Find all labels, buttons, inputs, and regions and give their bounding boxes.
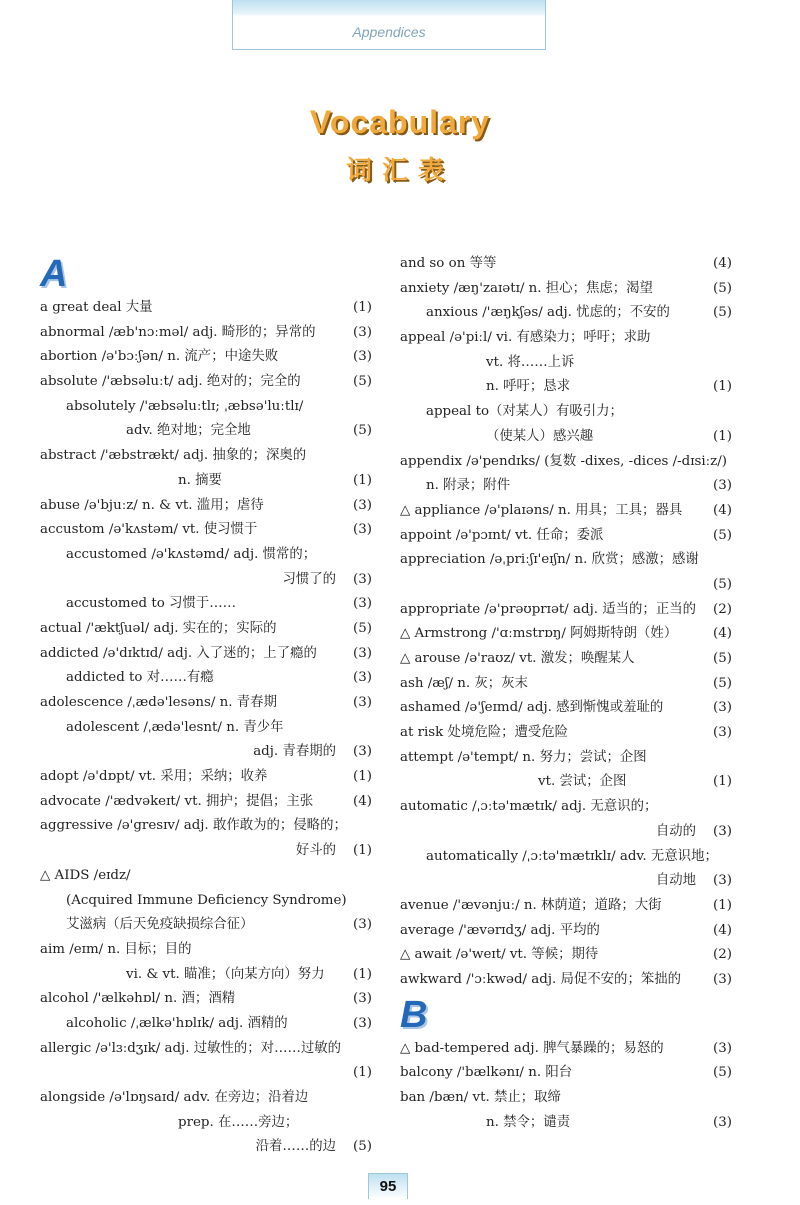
vocab-text: adolescence /ˌædə'lesəns/ n. 青春期 bbox=[40, 695, 277, 710]
right-column bbox=[400, 252, 732, 1135]
page-number: 95 bbox=[368, 1173, 408, 1199]
vocab-line bbox=[40, 469, 372, 494]
vocab-text: abortion /ə'bɔːʃən/ n. 流产；中途失败 bbox=[40, 349, 279, 365]
vocab-line bbox=[40, 568, 372, 593]
vocab-line bbox=[400, 894, 732, 919]
vocab-line bbox=[400, 795, 732, 820]
vocab-line bbox=[400, 375, 732, 400]
right-entry-list-top bbox=[400, 252, 732, 993]
vocab-line bbox=[400, 820, 732, 845]
unit-number: (5) bbox=[353, 1139, 372, 1155]
vocab-text: △ await /ə'weɪt/ vt. 等候；期待 bbox=[400, 947, 599, 963]
vocab-text: n. 禁令；谴责 bbox=[486, 1114, 571, 1130]
vocab-line bbox=[40, 1111, 372, 1136]
unit-number: (1) bbox=[713, 428, 732, 444]
unit-number: (3) bbox=[353, 522, 372, 538]
vocab-line bbox=[400, 746, 732, 771]
vocab-text: awkward /'ɔːkwəd/ adj. 局促不安的；笨拙的 bbox=[400, 971, 682, 987]
vocab-line bbox=[40, 617, 372, 642]
vocab-line bbox=[40, 1012, 372, 1037]
vocab-line bbox=[400, 450, 732, 475]
vocab-line bbox=[400, 326, 732, 351]
unit-number: (1) bbox=[713, 897, 732, 913]
unit-number: (3) bbox=[713, 971, 732, 987]
vocab-line bbox=[400, 301, 732, 326]
right-entry-list-bottom bbox=[400, 1037, 732, 1136]
unit-number: (5) bbox=[713, 305, 732, 321]
vocab-line bbox=[400, 351, 732, 376]
unit-number: (1) bbox=[353, 843, 372, 859]
vocab-text: addicted to 对……有瘾 bbox=[66, 670, 214, 686]
vocab-line bbox=[400, 1037, 732, 1062]
vocab-text: accustomed /ə'kʌstəmd/ adj. 惯常的； bbox=[66, 546, 317, 562]
unit-number: (3) bbox=[353, 917, 372, 933]
vocab-text: △ Armstrong /'ɑːmstrɒŋ/ 阿姆斯特朗（姓） bbox=[400, 626, 678, 642]
unit-number: (1) bbox=[713, 379, 732, 395]
vocab-line bbox=[40, 790, 372, 815]
unit-number: (5) bbox=[713, 651, 732, 666]
vocab-text: accustom /ə'kʌstəm/ vt. 使习惯于 bbox=[40, 522, 258, 538]
section-letter-a: A bbox=[40, 253, 68, 295]
vocab-line bbox=[40, 691, 372, 716]
vocab-text: 好斗的 bbox=[295, 843, 336, 859]
vocab-text: absolutely /'æbsəluːtlɪ; ˌæbsə'luːtlɪ/ bbox=[66, 398, 304, 414]
vocab-text: at risk 处境危险；遭受危险 bbox=[400, 725, 569, 741]
vocab-text: aggressive /ə'gresɪv/ adj. 敢作敢为的；侵略的； bbox=[40, 818, 347, 834]
vocab-line bbox=[40, 518, 372, 543]
vocab-line bbox=[400, 622, 732, 647]
unit-number: (1) bbox=[353, 966, 372, 982]
vocab-text: △ appliance /ə'plaɪəns/ n. 用具；工具；器具 bbox=[400, 502, 683, 518]
vocab-line bbox=[400, 573, 732, 598]
vocab-text: actual /'æktʃuəl/ adj. 实在的；实际的 bbox=[40, 620, 277, 636]
vocab-line bbox=[40, 642, 372, 667]
vocab-text: alcohol /'ælkəhɒl/ n. 酒；酒精 bbox=[40, 991, 236, 1007]
vocab-text: prep. 在……旁边； bbox=[178, 1114, 299, 1130]
vocab-line bbox=[40, 494, 372, 519]
vocab-line bbox=[400, 598, 732, 623]
vocab-text: avenue /'ævənjuː/ n. 林荫道；道路；大街 bbox=[400, 897, 662, 913]
vocab-line bbox=[400, 425, 732, 450]
vocab-line bbox=[40, 814, 372, 839]
vocab-line bbox=[400, 1111, 732, 1136]
unit-number: (3) bbox=[353, 744, 372, 760]
unit-number: (1) bbox=[353, 769, 372, 785]
vocab-line bbox=[400, 1086, 732, 1111]
unit-number: (4) bbox=[713, 626, 732, 642]
unit-number: (5) bbox=[713, 675, 732, 691]
vocab-line bbox=[40, 716, 372, 741]
unit-number: (3) bbox=[713, 725, 732, 741]
vocab-text: appoint /ə'pɔɪnt/ vt. 任命；委派 bbox=[400, 527, 604, 543]
vocab-text: accustomed to 习惯于…… bbox=[66, 596, 237, 612]
vocab-text: △ bad-tempered adj. 脾气暴躁的；易怒的 bbox=[400, 1040, 664, 1056]
vocab-line bbox=[400, 968, 732, 993]
vocab-line bbox=[40, 765, 372, 790]
vocab-line bbox=[400, 1061, 732, 1086]
vocab-text: aim /eɪm/ n. 目标；目的 bbox=[40, 941, 192, 957]
vocab-line bbox=[40, 740, 372, 765]
vocab-line bbox=[40, 1037, 372, 1062]
vocab-line bbox=[40, 889, 372, 914]
vocab-line bbox=[400, 770, 732, 795]
unit-number: (1) bbox=[353, 300, 372, 315]
vocab-line bbox=[400, 943, 732, 968]
vocab-text: adopt /ə'dɒpt/ vt. 采用；采纳；收养 bbox=[40, 769, 268, 785]
vocab-text: automatic /ˌɔːtə'mætɪk/ adj. 无意识的； bbox=[400, 799, 658, 815]
vocab-text: n. 附录；附件 bbox=[426, 478, 511, 494]
unit-number: (3) bbox=[353, 596, 372, 612]
vocab-text: absolute /'æbsəluːt/ adj. 绝对的；完全的 bbox=[40, 374, 301, 390]
unit-number: (5) bbox=[353, 620, 372, 636]
vocab-line bbox=[400, 721, 732, 746]
unit-number: (4) bbox=[353, 793, 372, 809]
vocab-text: adolescent /ˌædə'lesnt/ n. 青少年 bbox=[66, 719, 284, 735]
unit-number: (3) bbox=[353, 497, 372, 513]
vocab-line bbox=[40, 666, 372, 691]
page-title: Vocabulary bbox=[309, 104, 491, 140]
vocab-text: allergic /ə'lɜːdʒɪk/ adj. 过敏性的；对……过敏的 bbox=[40, 1040, 342, 1056]
vocab-line bbox=[40, 395, 372, 420]
unit-number: (3) bbox=[353, 571, 372, 587]
unit-number: (3) bbox=[353, 349, 372, 365]
vocab-text: advocate /'ædvəkeɪt/ vt. 拥护；提倡；主张 bbox=[40, 793, 314, 809]
vocab-line bbox=[400, 474, 732, 499]
vocab-text: and so on 等等 bbox=[400, 256, 497, 271]
vocab-line bbox=[400, 869, 732, 894]
vocab-text: vt. 尝试；企图 bbox=[538, 774, 627, 790]
appendix-header-band bbox=[232, 0, 546, 50]
vocab-text: attempt /ə'tempt/ n. 努力；尝试；企图 bbox=[400, 749, 647, 765]
left-entry-list bbox=[40, 296, 372, 1160]
vocab-text: anxiety /æŋ'zaɪətɪ/ n. 担心；焦虑；渴望 bbox=[400, 280, 653, 296]
unit-number: (4) bbox=[713, 502, 732, 518]
vocab-line bbox=[40, 913, 372, 938]
vocab-line bbox=[400, 672, 732, 697]
vocab-line bbox=[40, 1061, 372, 1086]
unit-number: (3) bbox=[713, 823, 732, 839]
unit-number: (3) bbox=[713, 1040, 732, 1056]
unit-number: (3) bbox=[713, 1114, 732, 1130]
vocab-text: addicted /ə'dɪktɪd/ adj. 入了迷的；上了瘾的 bbox=[40, 645, 317, 661]
vocab-text: appropriate /ə'prəʊprɪət/ adj. 适当的；正当的 bbox=[400, 601, 696, 617]
vocab-text: appreciation /əˌpriːʃɪ'eɪʃn/ n. 欣赏；感激；感谢 bbox=[400, 552, 699, 568]
unit-number: (2) bbox=[713, 601, 732, 617]
page-subtitle: 词汇表 bbox=[345, 156, 454, 186]
vocab-text: abuse /ə'bjuːz/ n. & vt. 滥用；虐待 bbox=[40, 497, 264, 513]
unit-number: (5) bbox=[353, 423, 372, 439]
vocab-line bbox=[40, 864, 372, 889]
vocab-line bbox=[40, 1086, 372, 1111]
vocab-text: vt. 将……上诉 bbox=[486, 354, 575, 370]
unit-number: (5) bbox=[713, 527, 732, 543]
vocab-line bbox=[40, 938, 372, 963]
vocab-line bbox=[40, 321, 372, 346]
vocab-line bbox=[400, 919, 732, 944]
vocab-line bbox=[40, 444, 372, 469]
vocab-line bbox=[40, 592, 372, 617]
left-column bbox=[40, 252, 372, 1160]
vocab-line bbox=[40, 419, 372, 444]
vocab-line bbox=[40, 1135, 372, 1160]
unit-number: (5) bbox=[713, 1065, 732, 1081]
vocab-text: (Acquired Immune Deficiency Syndrome) bbox=[66, 892, 347, 908]
section-label: Appendices bbox=[352, 24, 426, 40]
vocab-line bbox=[400, 647, 732, 672]
unit-number: (1) bbox=[713, 774, 732, 790]
vocab-text: 习惯了的 bbox=[282, 571, 336, 587]
vocab-text: abnormal /æb'nɔːməl/ adj. 畸形的；异常的 bbox=[40, 324, 316, 340]
vocab-text: 自动的 bbox=[655, 823, 696, 839]
vocab-line bbox=[40, 987, 372, 1012]
vocab-text: adv. 绝对地；完全地 bbox=[126, 423, 251, 439]
section-letter-b: B bbox=[400, 993, 428, 1036]
vocab-line bbox=[400, 277, 732, 302]
unit-number: (2) bbox=[713, 947, 732, 963]
vocab-text: appeal /ə'piːl/ vi. 有感染力；呼吁；求助 bbox=[400, 330, 651, 346]
unit-number: (3) bbox=[713, 873, 732, 889]
vocab-line bbox=[40, 345, 372, 370]
vocab-text: n. 摘要 bbox=[178, 472, 222, 488]
unit-number: (1) bbox=[353, 1065, 372, 1081]
vocab-line bbox=[400, 524, 732, 549]
unit-number: (3) bbox=[713, 478, 732, 494]
vocab-text: average /'ævərɪdʒ/ adj. 平均的 bbox=[400, 922, 600, 938]
vocab-line bbox=[40, 963, 372, 988]
vocab-text: （使某人）感兴趣 bbox=[486, 428, 594, 444]
vocab-text: 自动地 bbox=[655, 873, 696, 889]
vocab-text: abstract /'æbstrækt/ adj. 抽象的；深奥的 bbox=[40, 448, 307, 464]
vocab-text: anxious /'æŋkʃəs/ adj. 忧虑的；不安的 bbox=[426, 305, 670, 321]
vocab-text: balcony /'bælkənɪ/ n. 阳台 bbox=[400, 1065, 573, 1081]
vocab-text: alcoholic /ˌælkə'hɒlɪk/ adj. 酒精的 bbox=[66, 1015, 288, 1031]
vocab-text: ash /æʃ/ n. 灰；灰末 bbox=[400, 675, 528, 691]
vocab-text: appendix /ə'pendɪks/ (复数 -dixes, -dices /-dɪsiːz/) bbox=[400, 453, 727, 469]
vocab-text: △ AIDS /eɪdz/ bbox=[40, 867, 131, 883]
unit-number: (3) bbox=[353, 324, 372, 340]
unit-number: (4) bbox=[713, 922, 732, 938]
vocab-text: ashamed /ə'ʃeɪmd/ adj. 感到惭愧或羞耻的 bbox=[400, 700, 664, 716]
vocab-line bbox=[40, 370, 372, 395]
unit-number: (5) bbox=[353, 374, 372, 390]
unit-number: (1) bbox=[353, 472, 372, 488]
vocab-line bbox=[400, 696, 732, 721]
vocab-text: alongside /ə'lɒŋsaɪd/ adv. 在旁边；沿着边 bbox=[40, 1090, 309, 1105]
vocab-text: automatically /ˌɔːtə'mætɪklɪ/ adv. 无意识地； bbox=[426, 848, 718, 864]
vocab-text: 艾滋病（后天免疫缺损综合征） bbox=[66, 917, 254, 933]
vocab-text: vi. & vt. 瞄准；（向某方向）努力 bbox=[126, 966, 325, 982]
vocab-text: n. 呼吁；恳求 bbox=[486, 379, 571, 395]
unit-number: (3) bbox=[353, 991, 372, 1007]
vocab-text: △ arouse /ə'raʊz/ vt. 激发；唤醒某人 bbox=[400, 651, 635, 666]
unit-number: (3) bbox=[713, 700, 732, 716]
unit-number: (4) bbox=[713, 256, 732, 271]
unit-number: (3) bbox=[353, 1015, 372, 1031]
vocab-text: adj. 青春期的 bbox=[253, 744, 336, 760]
vocab-line bbox=[400, 252, 732, 277]
vocab-text: a great deal 大量 bbox=[40, 300, 153, 315]
vocab-line bbox=[40, 543, 372, 568]
vocab-line bbox=[400, 499, 732, 524]
unit-number: (5) bbox=[713, 576, 732, 592]
vocab-line bbox=[400, 400, 732, 425]
vocab-line bbox=[40, 296, 372, 321]
vocab-line bbox=[400, 845, 732, 870]
unit-number: (3) bbox=[353, 645, 372, 661]
vocab-text: 沿着……的边 bbox=[255, 1139, 336, 1155]
unit-number: (3) bbox=[353, 695, 372, 710]
unit-number: (5) bbox=[713, 280, 732, 296]
unit-number: (3) bbox=[353, 670, 372, 686]
vocab-line bbox=[400, 548, 732, 573]
vocab-text: ban /bæn/ vt. 禁止；取缔 bbox=[400, 1090, 561, 1105]
vocab-line bbox=[40, 839, 372, 864]
vocab-text: appeal to（对某人）有吸引力； bbox=[426, 404, 623, 420]
